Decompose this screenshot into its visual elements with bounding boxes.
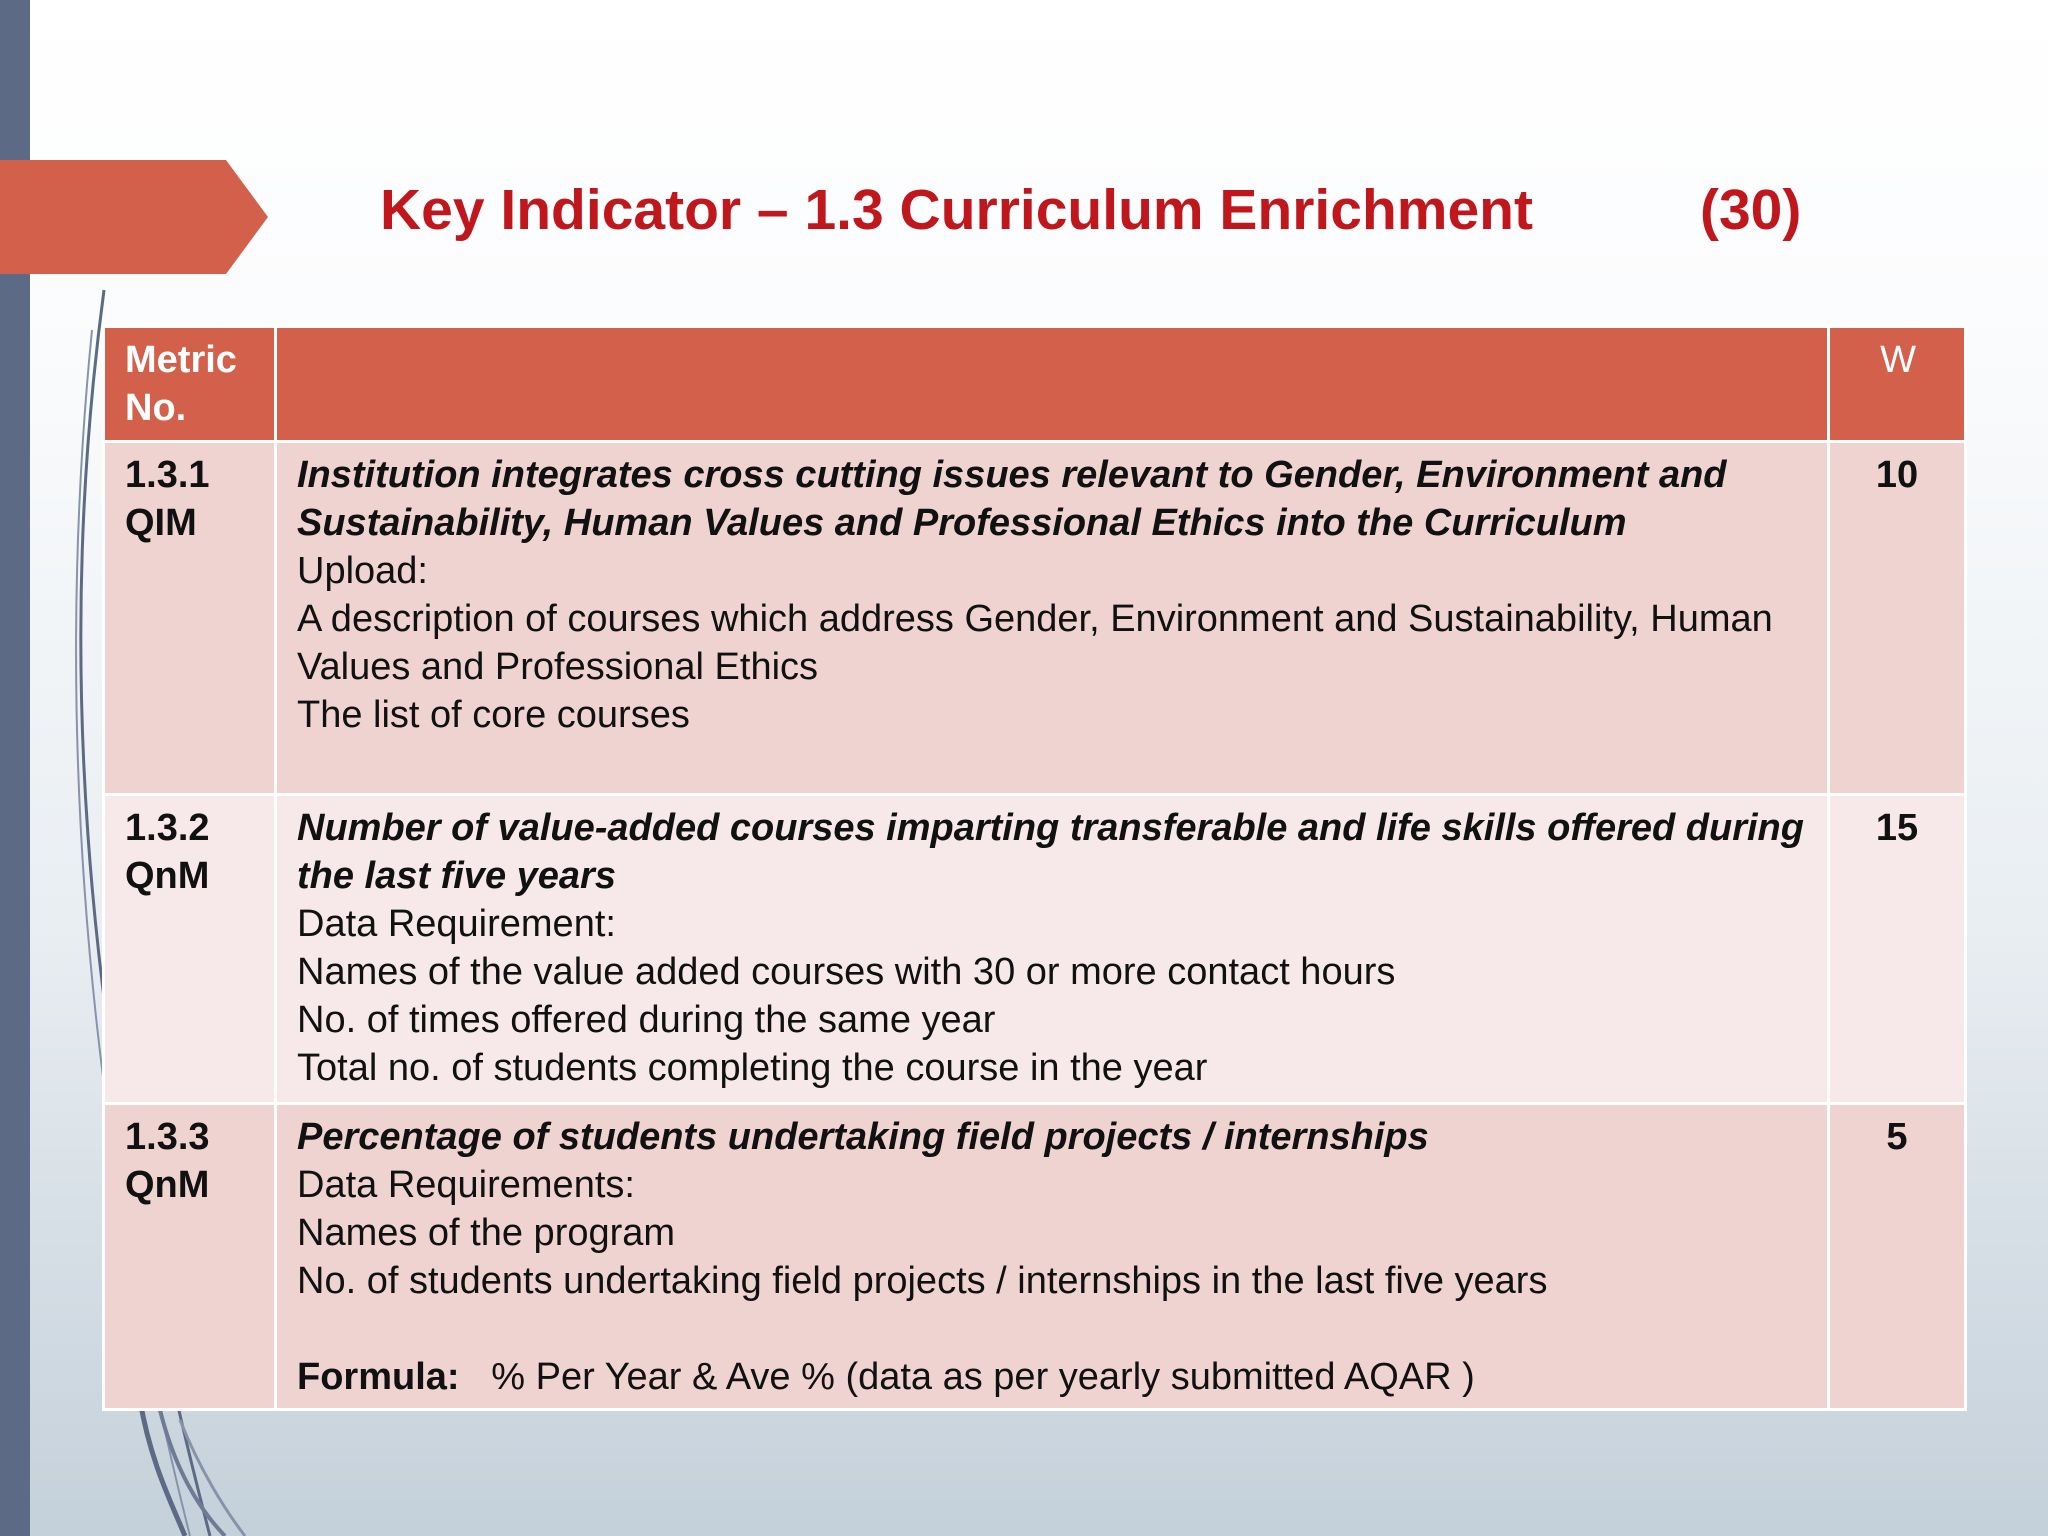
description-line: Names of the value added courses with 30 or more contact hours [297, 951, 1396, 993]
metric-number: 1.3.3 [125, 1116, 210, 1158]
metric-type: QnM [125, 855, 210, 897]
spacer [297, 1305, 1809, 1353]
description-line: Total no. of students completing the course in the year [297, 1047, 1208, 1089]
header-description [276, 327, 1829, 442]
metric-cell [104, 442, 276, 795]
header-weight: W [1829, 327, 1966, 442]
table-row [104, 1104, 1966, 1410]
metric-type: QIM [125, 502, 197, 544]
description-cell [276, 795, 1829, 1104]
weight-cell: 5 [1829, 1104, 1966, 1410]
metric-heading: Number of value-added courses imparting transferable and life skills offered during the last five years [297, 807, 1804, 897]
description-cell [276, 442, 1829, 795]
description-line: Names of the program [297, 1212, 676, 1254]
table-header-row [104, 327, 1966, 442]
metric-heading: Percentage of students undertaking field projects / internships [297, 1116, 1429, 1158]
metrics-table [102, 325, 1967, 1411]
description-line: The list of core courses [297, 694, 690, 736]
formula-label: Formula: [297, 1356, 460, 1398]
metric-type: QnM [125, 1164, 210, 1206]
description-line: Upload: [297, 550, 428, 592]
metric-number: 1.3.1 [125, 454, 210, 496]
page-title-weight: (30) [1700, 178, 1802, 242]
formula-text: % Per Year & Ave % (data as per yearly submitted AQAR ) [491, 1356, 1475, 1398]
weight-cell: 15 [1829, 795, 1966, 1104]
weight-cell: 10 [1829, 442, 1966, 795]
description-line: A description of courses which address Gender, Environment and Sustainability, Human Values and Professional Ethics [297, 598, 1773, 688]
table-row [104, 795, 1966, 1104]
decor-line [140, 1400, 185, 1536]
formula-line [297, 1353, 1809, 1401]
page-title: Key Indicator – 1.3 Curriculum Enrichment [380, 178, 1533, 242]
metric-heading: Institution integrates cross cutting issues relevant to Gender, Environment and Sustainability, Human Values and Professional Ethics into the Curriculum [297, 454, 1727, 544]
metric-cell [104, 1104, 276, 1410]
description-line: Data Requirements: [297, 1164, 635, 1206]
description-line: Data Requirement: [297, 903, 616, 945]
table-row [104, 442, 1966, 795]
metric-cell [104, 795, 276, 1104]
description-cell [276, 1104, 1829, 1410]
title-arrow-banner [0, 160, 270, 274]
metric-number: 1.3.2 [125, 807, 210, 849]
description-line: No. of students undertaking field projects / internships in the last five years [297, 1260, 1548, 1302]
decor-line [160, 1410, 225, 1536]
description-line: No. of times offered during the same year [297, 999, 996, 1041]
header-metric-no: Metric No. [104, 327, 276, 442]
decor-line [180, 1420, 245, 1536]
